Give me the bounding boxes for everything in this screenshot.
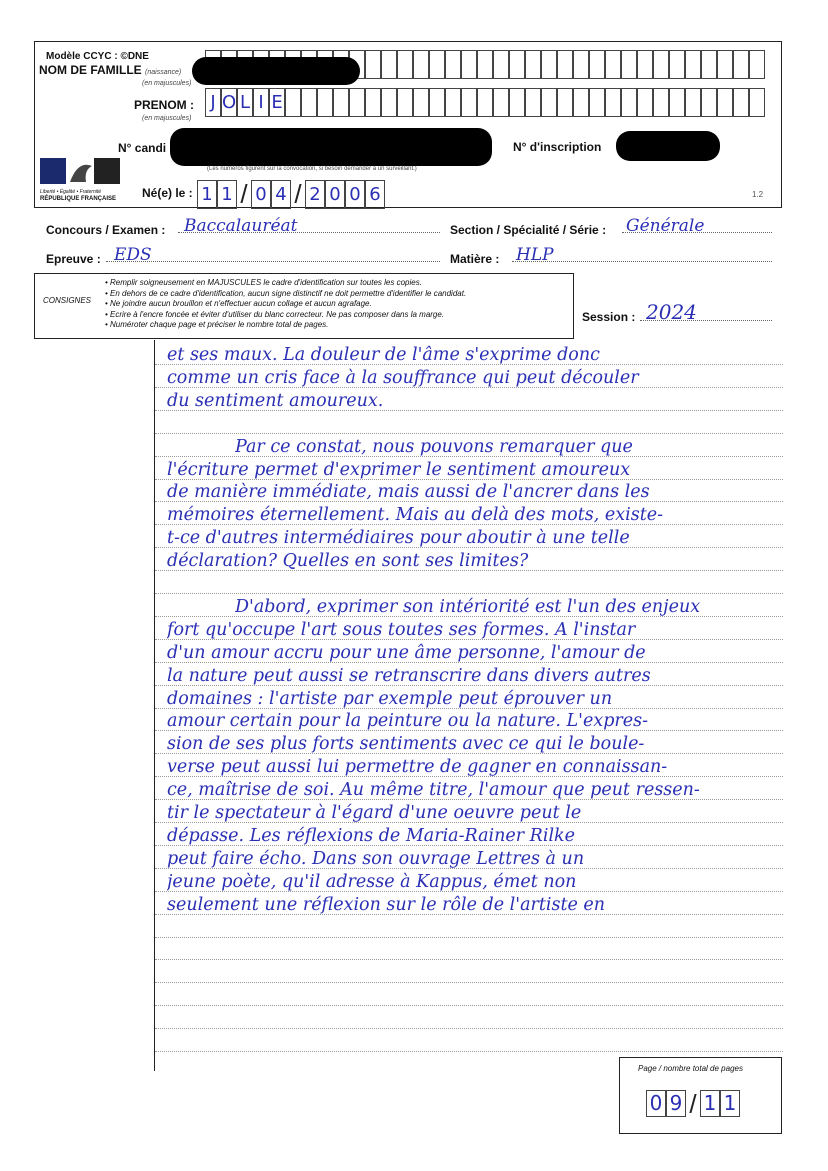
handwritten-line: D'abord, exprimer son intériorité est l'un des enjeux <box>235 596 701 617</box>
page-label: Page / nombre total de pages <box>638 1064 743 1073</box>
prenom-char-cell[interactable] <box>733 88 749 117</box>
handwritten-line: verse peut aussi lui permettre de gagner en connaissan- <box>167 757 668 778</box>
redaction-name <box>192 57 360 85</box>
ruled-line <box>155 593 783 594</box>
nom-char-cell[interactable] <box>717 50 733 79</box>
prenom-label: PRENOM : <box>134 98 194 112</box>
nom-char-cell[interactable] <box>669 50 685 79</box>
matiere-value: HLP <box>516 245 554 265</box>
consigne-item: • Ne joindre aucun brouillon et n'effectuer aucun collage et aucun agrafage. <box>105 299 372 308</box>
prenom-char-cell[interactable] <box>525 88 541 117</box>
prenom-char-cell[interactable] <box>493 88 509 117</box>
nom-char-cell[interactable] <box>733 50 749 79</box>
handwritten-line: domaines : l'artiste par exemple peut éprouver un <box>167 688 613 709</box>
handwritten-line: comme un cris face à la souffrance qui peut découler <box>167 367 639 388</box>
handwritten-line: seulement une réflexion sur le rôle de l'artiste en <box>167 894 606 915</box>
prenom-char-cell[interactable] <box>301 88 317 117</box>
nom-char-cell[interactable] <box>637 50 653 79</box>
ruled-line <box>155 982 783 983</box>
matiere-label: Matière : <box>450 252 500 266</box>
ruled-line <box>155 959 783 960</box>
nom-char-cell[interactable] <box>429 50 445 79</box>
birth-digit-cell[interactable]: 6 <box>365 180 385 209</box>
prenom-cells[interactable] <box>205 88 765 117</box>
ruled-line <box>155 1005 783 1006</box>
handwritten-line: amour certain pour la peinture ou la nature. L'expres- <box>167 711 649 732</box>
handwritten-line: jeune poète, qu'il adresse à Kappus, émet non <box>167 871 577 892</box>
birth-digit-cell[interactable]: 0 <box>251 180 271 209</box>
prenom-char-cell[interactable] <box>477 88 493 117</box>
republique-name: RÉPUBLIQUE FRANÇAISE <box>40 196 117 202</box>
nom-label-text: NOM DE FAMILLE <box>39 63 142 77</box>
session-field[interactable] <box>640 300 772 324</box>
nom-char-cell[interactable] <box>749 50 765 79</box>
consigne-item: • Ecrire à l'encre foncée et éviter d'utiliser du blanc correcteur. Ne pas composer dans la marge. <box>105 309 445 319</box>
consignes-list <box>105 278 466 331</box>
nom-label <box>39 63 181 77</box>
section-value: Générale <box>626 216 705 236</box>
birth-digit-cell[interactable]: 0 <box>325 180 345 209</box>
prenom-char-cell[interactable] <box>413 88 429 117</box>
prenom-char-cell[interactable] <box>637 88 653 117</box>
republique-motto: Liberté • Égalité • Fraternité <box>40 189 102 195</box>
consignes-label: CONSIGNES <box>43 296 92 305</box>
nom-char-cell[interactable] <box>621 50 637 79</box>
page-current-digit[interactable]: 0 <box>646 1090 666 1117</box>
birth-digit-cell[interactable]: 0 <box>345 180 365 209</box>
birth-digit-cell[interactable]: 1 <box>197 180 217 209</box>
page-separator: / <box>689 1089 697 1119</box>
epreuve-value: EDS <box>114 245 152 265</box>
handwritten-line: peut faire écho. Dans son ouvrage Lettres à un <box>167 848 585 869</box>
consigne-item: • En dehors de ce cadre d'identification, aucun signe distinctif ne doit permettre d'identifier le candidat. <box>105 288 467 298</box>
handwritten-line: de manière immédiate, mais aussi de l'ancrer dans les <box>167 482 650 503</box>
page-number-box <box>619 1057 782 1134</box>
epreuve-label: Epreuve : <box>46 252 101 266</box>
prenom-char-cell[interactable] <box>701 88 717 117</box>
nom-char-cell[interactable] <box>525 50 541 79</box>
birth-digit-cell[interactable]: 4 <box>271 180 291 209</box>
handwritten-line: mémoires éternellement. Mais au delà des mots, existe- <box>167 505 663 526</box>
nom-char-cell[interactable] <box>701 50 717 79</box>
nom-char-cell[interactable] <box>573 50 589 79</box>
nom-char-cell[interactable] <box>605 50 621 79</box>
nom-char-cell[interactable] <box>541 50 557 79</box>
prenom-char-cell[interactable] <box>397 88 413 117</box>
prenom-char-cell[interactable]: L <box>237 88 253 117</box>
redaction-candidate <box>170 128 492 166</box>
prenom-char-cell[interactable] <box>557 88 573 117</box>
nom-char-cell[interactable] <box>509 50 525 79</box>
prenom-char-cell[interactable]: O <box>221 88 237 117</box>
concours-label: Concours / Examen : <box>46 223 166 237</box>
session-value: 2024 <box>646 300 697 324</box>
prenom-char-cell[interactable] <box>669 88 685 117</box>
nom-char-cell[interactable] <box>365 50 381 79</box>
inscription-label: N° d'inscription <box>513 140 602 154</box>
convocation-note: (Les numéros figurent sur la convocation, si besoin demander à un surveillant.) <box>207 166 417 172</box>
nom-char-cell[interactable] <box>589 50 605 79</box>
nom-sub: (naissance) <box>145 69 182 76</box>
prenom-hint: (en majuscules) <box>142 115 192 122</box>
birthdate-label: Né(e) le : <box>142 186 193 200</box>
prenom-char-cell[interactable] <box>509 88 525 117</box>
handwritten-line: d'un amour accru pour une âme personne, l'amour de <box>167 642 646 663</box>
handwritten-line: ce, maîtrise de soi. Au même titre, l'amour que peut ressen- <box>167 780 700 801</box>
candidat-label: N° candi <box>118 141 167 155</box>
handwritten-line: du sentiment amoureux. <box>167 390 384 411</box>
prenom-char-cell[interactable]: I <box>253 88 269 117</box>
prenom-char-cell[interactable] <box>573 88 589 117</box>
marianne-logo <box>40 156 120 190</box>
handwritten-line: sion de ses plus forts sentiments avec ce qui le boule- <box>167 734 645 755</box>
prenom-char-cell[interactable] <box>381 88 397 117</box>
nom-char-cell[interactable] <box>413 50 429 79</box>
nom-char-cell[interactable] <box>477 50 493 79</box>
prenom-char-cell[interactable] <box>317 88 333 117</box>
date-separator: / <box>240 179 248 209</box>
prenom-char-cell[interactable] <box>685 88 701 117</box>
prenom-char-cell[interactable] <box>429 88 445 117</box>
handwritten-line: fort qu'occupe l'art sous toutes ses formes. A l'instar <box>167 619 636 640</box>
consigne-item: • Numéroter chaque page et préciser le nombre total de pages. <box>105 320 329 329</box>
page-current-digit[interactable]: 9 <box>666 1090 686 1117</box>
prenom-char-cell[interactable] <box>749 88 765 117</box>
concours-value: Baccalauréat <box>184 216 298 236</box>
handwritten-line: t-ce d'autres intermédiaires pour aboutir à une telle <box>167 528 630 549</box>
handwritten-line: tir le spectateur à l'égard d'une oeuvre peut le <box>167 803 582 823</box>
prenom-char-cell[interactable] <box>605 88 621 117</box>
section-field[interactable] <box>622 216 772 236</box>
handwritten-line: Par ce constat, nous pouvons remarquer que <box>235 436 633 457</box>
prenom-char-cell[interactable] <box>717 88 733 117</box>
handwritten-line: dépasse. Les réflexions de Maria-Rainer Rilke <box>167 825 576 846</box>
concours-field[interactable] <box>178 216 440 236</box>
section-label: Section / Spécialité / Série : <box>450 223 607 237</box>
prenom-char-cell[interactable] <box>589 88 605 117</box>
ruled-line <box>155 1028 783 1029</box>
consigne-item: • Remplir soigneusement en MAJUSCULES le cadre d'identification sur toutes les copies. <box>105 278 422 287</box>
ruled-line <box>155 1051 783 1052</box>
handwritten-line: et ses maux. La douleur de l'âme s'exprime donc <box>167 345 600 365</box>
handwritten-line: la nature peut aussi se retranscrire dans divers autres <box>167 665 651 686</box>
prenom-char-cell[interactable] <box>621 88 637 117</box>
prenom-char-cell[interactable] <box>349 88 365 117</box>
session-label: Session : <box>582 310 636 324</box>
nom-char-cell[interactable] <box>557 50 573 79</box>
ruled-line <box>155 937 783 938</box>
nom-char-cell[interactable] <box>381 50 397 79</box>
date-separator: / <box>294 179 302 209</box>
nom-char-cell[interactable] <box>493 50 509 79</box>
nom-char-cell[interactable] <box>397 50 413 79</box>
epreuve-field[interactable] <box>106 245 440 265</box>
model-label: Modèle CCYC : ©DNE <box>46 51 149 62</box>
prenom-char-cell[interactable] <box>653 88 669 117</box>
consignes-box <box>34 273 574 339</box>
prenom-char-cell[interactable] <box>541 88 557 117</box>
prenom-char-cell[interactable]: E <box>269 88 285 117</box>
handwritten-line: l'écriture permet d'exprimer le sentiment amoureux <box>167 459 631 480</box>
birth-digit-cell[interactable]: 1 <box>217 180 237 209</box>
prenom-char-cell[interactable] <box>461 88 477 117</box>
prenom-char-cell[interactable] <box>285 88 301 117</box>
redaction-inscription <box>616 131 720 161</box>
nom-char-cell[interactable] <box>445 50 461 79</box>
matiere-field[interactable] <box>512 245 772 265</box>
prenom-char-cell[interactable] <box>333 88 349 117</box>
form-version: 1.2 <box>752 190 764 199</box>
page-cells[interactable] <box>646 1090 740 1119</box>
nom-hint: (en majuscules) <box>142 80 192 87</box>
birth-digit-cell[interactable]: 2 <box>305 180 325 209</box>
ruled-line <box>155 433 783 434</box>
prenom-char-cell[interactable]: J <box>205 88 221 117</box>
nom-char-cell[interactable] <box>685 50 701 79</box>
writing-area[interactable] <box>154 340 783 1071</box>
page-total-digit[interactable]: 1 <box>720 1090 740 1117</box>
marianne-icon <box>40 156 120 186</box>
prenom-char-cell[interactable] <box>365 88 381 117</box>
nom-char-cell[interactable] <box>653 50 669 79</box>
birthdate-cells[interactable] <box>197 180 385 209</box>
prenom-char-cell[interactable] <box>445 88 461 117</box>
page-total-digit[interactable]: 1 <box>700 1090 720 1117</box>
handwritten-line: déclaration? Quelles en sont ses limites? <box>167 551 529 572</box>
nom-char-cell[interactable] <box>461 50 477 79</box>
